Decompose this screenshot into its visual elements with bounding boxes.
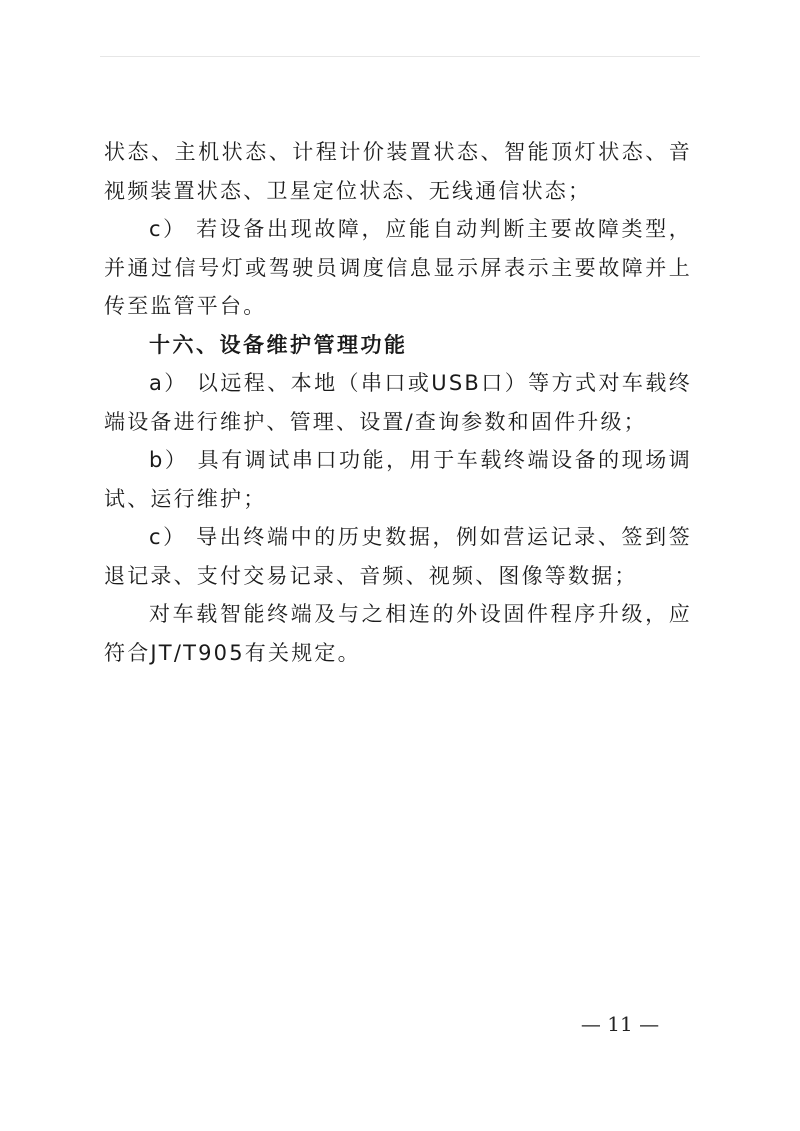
paragraph-export-data: c） 导出终端中的历史数据，例如营运记录、签到签退记录、支付交易记录、音频、视频、图像等数据； <box>104 525 692 588</box>
document-body <box>104 133 692 672</box>
paragraph-fault-detection: c） 若设备出现故障，应能自动判断主要故障类型，并通过信号灯或驾驶员调度信息显示屏表示主要故障并上传至监管平台。 <box>104 217 692 318</box>
paragraph-status-list: 状态、主机状态、计程计价装置状态、智能顶灯状态、音视频装置状态、卫星定位状态、无线通信状态； <box>104 140 692 203</box>
paragraph-debug-port: b） 具有调试串口功能，用于车载终端设备的现场调试、运行维护； <box>104 448 692 511</box>
header-rule <box>100 56 700 57</box>
page-number: — 11 — <box>580 1012 660 1036</box>
section-heading-maintenance: 十六、设备维护管理功能 <box>149 332 408 357</box>
paragraph-firmware-upgrade: 对车载智能终端及与之相连的外设固件程序升级，应符合JT/T905有关规定。 <box>104 602 692 665</box>
paragraph-remote-maintenance: a） 以远程、本地（串口或USB口）等方式对车载终端设备进行维护、管理、设置/查询参数和固件升级； <box>104 371 692 434</box>
